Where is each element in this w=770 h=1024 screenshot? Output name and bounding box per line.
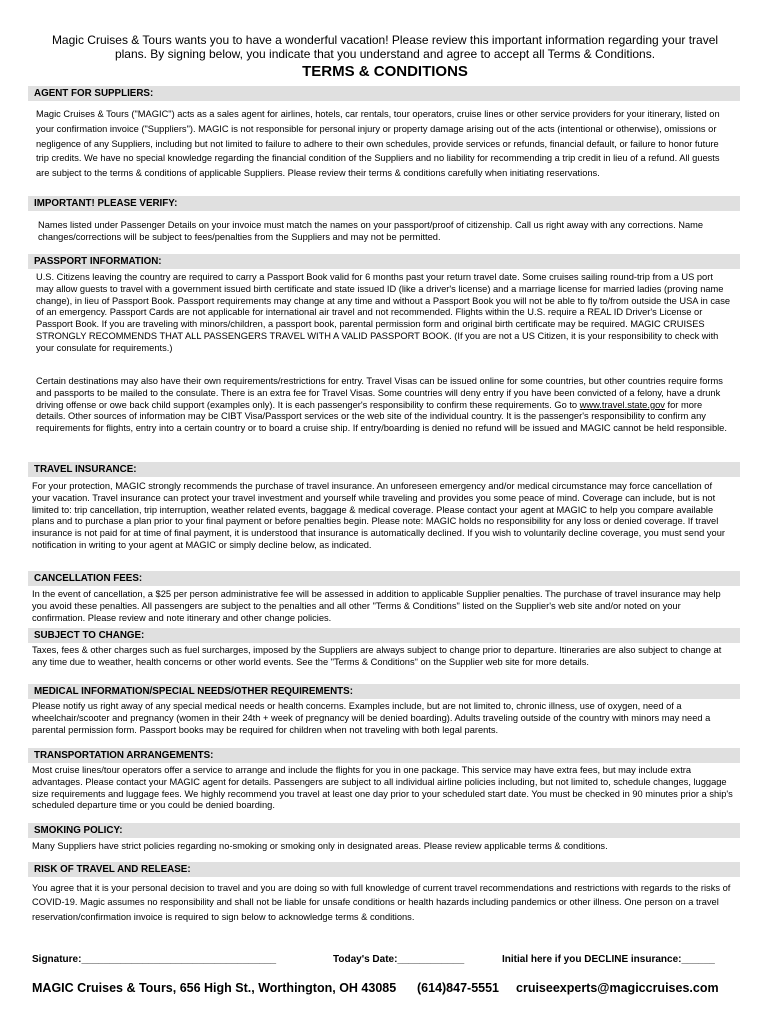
transport-body: Most cruise lines/tour operators offer a service to arrange and include the flights for you in one package. This service may have extra fees, but may include extra advantages. Please contact your MAGIC agent for details. Passengers are subject to all individual airline policies including, but not limited to, schedule changes, luggage size requirements and luggage fees. We highly recommend you travel at least one day prior to your scheduled start date. You must be checked in 90 minutes prior a ship's scheduled departure time or you could be denied boarding. — [32, 765, 733, 811]
verify-body: Names listed under Passenger Details on your invoice must match the names on your passport/proof of citizenship. Call us right away with any corrections. Name changes/corrections will be subject to fees/penalties from the Suppliers and may not be permitted. — [38, 220, 704, 242]
passport-body-1: U.S. Citizens leaving the country are required to carry a Passport Book valid for 6 months past your return travel date. Some cruises sailing round-trip from a US port may allow guests to travel with a government issued birth certificate and state issued ID (like a driver's license) and a marriage license for married ladies (proving name change), in lieu of Passport Book. Passport requirements may change at any time and without a Passport Book you will not be able to fly to/from outside the USA in case of an emergency. Passport Cards are not applicable for international air travel and not recommended. Flights within the U.S. require a REAL ID Driver's License or Passport Book. If you are traveling with minors/children, a passport book, parental permission form and original birth certificate may be required. MAGIC CRUISES STRONGLY RECOMMENDS THAT ALL PASSENGERS TRAVEL WITH A VALID PASSPORT BOOK. (If you are not a US Citizen, it is your responsibility to check with your consulate for requirements.) — [36, 272, 731, 353]
risk-heading: RISK OF TRAVEL AND RELEASE: — [28, 862, 740, 877]
cancellation-body: In the event of cancellation, a $25 per person administrative fee will be assessed in addition to applicable Supplier penalties. The purchase of travel insurance may help you avoid these penalties. All passengers are subject to the penalties and all other "Terms & Conditions" listed on the Supplier's web site and/or noted on your confirmation. Please review and note itinerary and other change policies. — [32, 589, 721, 623]
todays-date-field[interactable]: Today's Date:____________ — [333, 954, 465, 965]
footer-company-address: MAGIC Cruises & Tours, 656 High St., Worthington, OH 43085 — [32, 981, 397, 995]
smoking-heading: SMOKING POLICY: — [28, 823, 740, 838]
page-title: TERMS & CONDITIONS — [302, 63, 468, 80]
verify-heading: IMPORTANT! PLEASE VERIFY: — [28, 196, 740, 211]
insurance-body: For your protection, MAGIC strongly recommends the purchase of travel insurance. An unforeseen emergency and/or medical circumstance may force cancellation of your vacation. Travel insurance can protect your travel investment and yourself while traveling and provides you some peace of mind. Coverage can include, but is not limited to: trip cancellation, trip interruption, weather related events, baggage & medical coverage. Please contact your agent at MAGIC to help you compare available plans and to purchase a plan prior to your final payment or before penalties begin. Please note: MAGIC holds no responsibility for any loss or denied coverage. If travel insurance is not paid for at time of final payment, it is understood that insurance is automatically declined. If you wish to voluntarily decline coverage, you must send your notification in writing to your agent at MAGIC or simply decline below, as indicated. — [32, 481, 725, 550]
travel-state-link[interactable]: www.travel.state.gov — [579, 399, 665, 410]
passport-body-2 — [36, 376, 732, 435]
intro-text: Magic Cruises & Tours wants you to have a wonderful vacation! Please review this important information regarding your travel plans. By signing below, you indicate that you understand and agree to accept all Terms & Conditions. — [51, 33, 719, 61]
medical-heading: MEDICAL INFORMATION/SPECIAL NEEDS/OTHER REQUIREMENTS: — [28, 684, 740, 699]
change-heading: SUBJECT TO CHANGE: — [28, 628, 740, 643]
medical-body: Please notify us right away of any special medical needs or health concerns. Examples include, but are not limited to, chronic illness, use of oxygen, need of a wheelchair/scooter and pregnancy (women in their 24th + week of pregnancy will be denied boarding). Adults traveling outside of the country with minors may need a parental permission form. Passport books may be required for children when not traveling with both legal parents. — [32, 701, 711, 735]
footer-phone: (614)847-5551 — [417, 981, 500, 995]
insurance-heading: TRAVEL INSURANCE: — [28, 462, 740, 477]
suppliers-heading: AGENT FOR SUPPLIERS: — [28, 86, 740, 101]
smoking-body: Many Suppliers have strict policies regarding no-smoking or smoking only in designated areas. Please review applicable terms & conditions. — [32, 841, 608, 851]
passport-body-2b: for more details. Other sources of information may be CIBT Visa/Passport services or the web site of the individual country. It is the passenger's responsibility to confirm any requirements for flights, entry into a certain country or to board a cruise ship. If entry/boarding is denied no refund will be issued and MAGIC cannot be held responsible. — [36, 399, 727, 434]
change-body: Taxes, fees & other charges such as fuel surcharges, imposed by the Suppliers are always subject to change prior to departure. Itineraries are also subject to change at any time due to weather, health concerns or other world events. See the "Terms & Conditions" on the Supplier web site for more details. — [32, 645, 722, 667]
risk-body: You agree that it is your personal decision to travel and you are doing so with full knowledge of current travel recommendations and restrictions with regards to the risks of COVID-19. Magic assumes no responsibility and shall not be liable for unsafe conditions or health hazards including pandemics or other illness. One person on a travel reservation/confirmation invoice is required to sign below to acknowledge terms & conditions. — [32, 883, 731, 922]
footer-email[interactable]: cruiseexperts@magiccruises.com — [516, 981, 719, 995]
signature-field[interactable]: Signature:___________________________________ — [32, 954, 277, 965]
suppliers-body: Magic Cruises & Tours ("MAGIC") acts as a sales agent for airlines, hotels, car rentals, tour operators, cruise lines or other service providers for your itinerary, listed on your confirmation invoice ("Suppliers"). MAGIC is not responsible for personal injury or property damage arising out of the acts (intentional or otherwise), omissions or negligence of any Suppliers, including but not limited to failure to adhere to their own schedules, provide services or refunds, financial default, or failure to honor future trip credits. We have no special knowledge regarding the financial condition of the Suppliers and no liability for recommending a trip credit in lieu of a refund. All guests are subject to the terms & conditions of applicable Suppliers. Please review their terms & conditions carefully when initiating reservations. — [36, 109, 720, 179]
decline-insurance-initial-field[interactable]: Initial here if you DECLINE insurance:______ — [502, 954, 715, 965]
transport-heading: TRANSPORTATION ARRANGEMENTS: — [28, 748, 740, 763]
passport-heading: PASSPORT INFORMATION: — [28, 254, 740, 269]
cancellation-heading: CANCELLATION FEES: — [28, 571, 740, 586]
passport-body-2a: Certain destinations may also have their own requirements/restrictions for entry. Travel Visas can be issued online for some countries, but other countries require forms and passports to be mailed to the consulate. There is an extra fee for Travel Visas. Some countries will deny entry if you have been convicted of a felony, have a drunk driving offense or owe back child support (examples only). It is each passenger's responsibility to confirm these requirements. Go to — [36, 376, 723, 410]
